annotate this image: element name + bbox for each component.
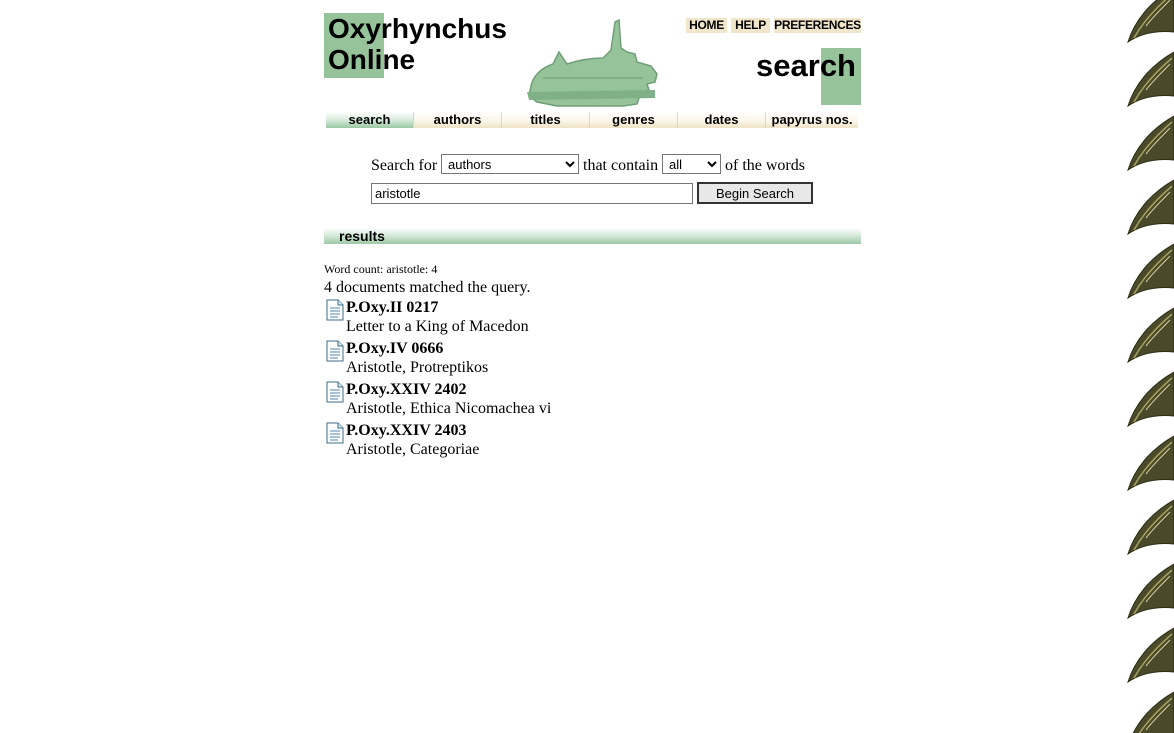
- tab-papyrus-nos[interactable]: papyrus nos.: [766, 112, 858, 128]
- that-contain-label: that contain: [583, 157, 659, 174]
- tab-genres[interactable]: genres: [590, 112, 678, 128]
- tab-search[interactable]: search: [326, 112, 414, 128]
- document-icon[interactable]: [326, 381, 344, 403]
- result-title[interactable]: P.Oxy.XXIV 2403: [346, 422, 467, 439]
- site-title-line2: Online: [328, 44, 416, 75]
- match-mode-select[interactable]: [662, 154, 721, 174]
- page-heading: search: [756, 48, 856, 83]
- site-title-line1: Oxyrhynchus: [328, 13, 507, 44]
- document-icon[interactable]: [326, 422, 344, 444]
- result-description: Aristotle, Ethica Nicomachea vi: [346, 400, 552, 417]
- result-list: [324, 298, 744, 462]
- decorative-leaf: [1128, 692, 1174, 733]
- search-for-label: Search for: [371, 157, 438, 174]
- list-item: [324, 421, 744, 462]
- document-icon[interactable]: [326, 340, 344, 362]
- tab-dates[interactable]: dates: [678, 112, 766, 128]
- list-item: [324, 298, 744, 339]
- search-input[interactable]: [371, 183, 693, 204]
- list-item: [324, 339, 744, 380]
- papyrus-logo-icon: [523, 12, 661, 108]
- results-header: [324, 228, 861, 244]
- begin-search-button[interactable]: Begin Search: [697, 182, 813, 204]
- result-title[interactable]: P.Oxy.II 0217: [346, 299, 439, 316]
- result-title[interactable]: P.Oxy.XXIV 2402: [346, 381, 467, 398]
- list-item: [324, 380, 744, 421]
- of-the-words-label: of the words: [725, 157, 805, 174]
- word-count: Word count: aristotle: 4: [324, 262, 438, 276]
- document-icon[interactable]: [326, 299, 344, 321]
- result-description: Letter to a King of Macedon: [346, 318, 529, 335]
- search-field-select[interactable]: [441, 154, 579, 174]
- main-nav: [326, 112, 858, 128]
- site-title: [328, 13, 507, 75]
- results-header-label: results: [339, 228, 385, 244]
- match-summary: 4 documents matched the query.: [324, 279, 531, 296]
- tab-titles[interactable]: titles: [502, 112, 590, 128]
- home-link[interactable]: HOME: [686, 18, 727, 33]
- preferences-link[interactable]: PREFERENCES: [774, 18, 861, 32]
- help-link[interactable]: HELP: [731, 18, 770, 33]
- result-description: Aristotle, Categoriae: [346, 441, 480, 458]
- tab-authors[interactable]: authors: [414, 112, 502, 128]
- result-title[interactable]: P.Oxy.IV 0666: [346, 340, 444, 357]
- decorative-border: [1126, 0, 1174, 733]
- result-description: Aristotle, Protreptikos: [346, 359, 489, 376]
